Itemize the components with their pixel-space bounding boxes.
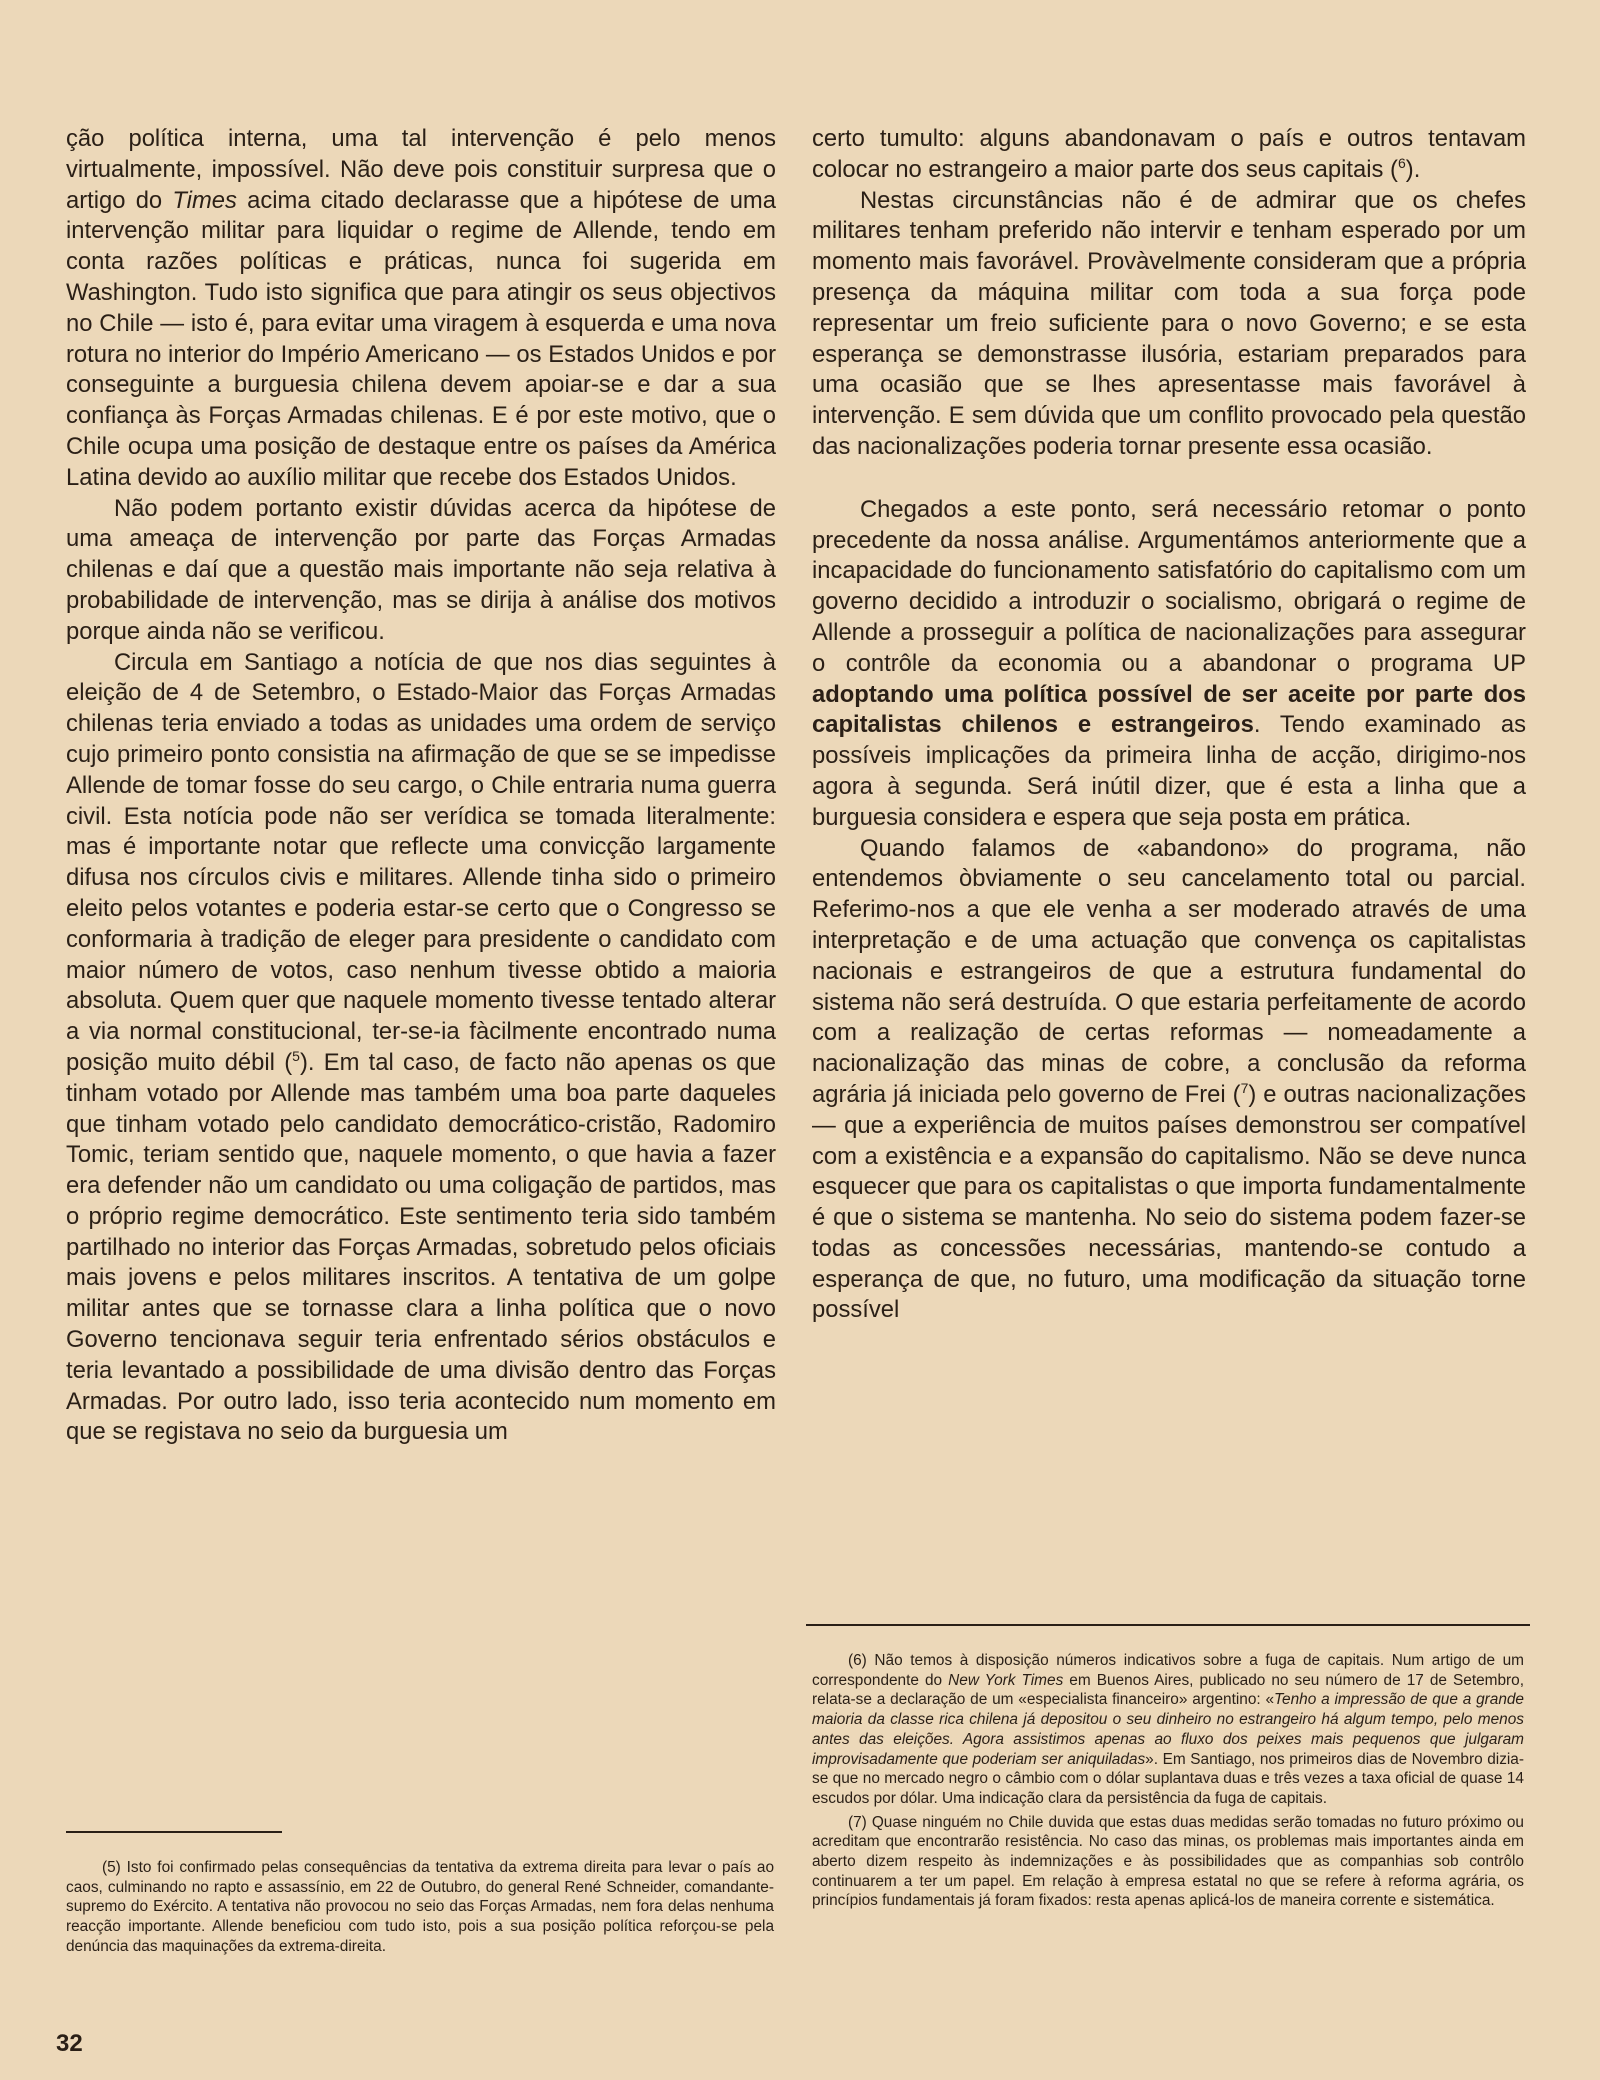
page-number: 32 — [56, 2030, 83, 2057]
italic-title: New York Times — [948, 1671, 1064, 1689]
text-run: . Tendo examinado as possíveis implicações da primeira linha de acção, dirigimo-nos agora à segunda. Será inútil dizer, que é esta a linha que a burguesia considera e espera que seja posta em prática. — [812, 711, 1527, 831]
text-run: ) e outras nacionalizações — que a experiência de muitos países demonstrou ser compatível com a existência e a expansão do capitalismo. Não se deve nunca esquecer que para os capitalistas o que importa fundamentalmente é que o sistema se mantenha. No seio do sistema podem fazer-se todas as concessões necessárias, mantendo-se contudo a esperança de que, no futuro, uma modificação da situação torne possível — [812, 1080, 1526, 1324]
footnote-divider — [806, 1624, 1530, 1626]
italic-title: Times — [172, 186, 237, 214]
paragraph — [812, 495, 1526, 834]
paragraph: Não podem portanto existir dúvidas acerca da hipótese de uma ameaça de intervenção por parte das Forças Armadas chilenas e daí que a questão mais importante não seja relativa à probabilidade de intervenção, mas se dirija à análise dos motivos porque ainda não se verificou. — [66, 494, 776, 645]
footnote-mark: (5) — [102, 1859, 121, 1876]
footnote-text: ». Em Santiago, nos primeiros dias de Novembro dizia-se que no mercado negro o câmbio com o dólar suplantava duas e três vezes a taxa oficial de quase 14 escudos por dólar. Uma indicação clara da persistência da fuga de capitais. — [812, 1750, 1524, 1807]
text-run: Quando falamos de «abandono» do programa, não entendemos òbviamente o seu cancelamento total ou parcial. Referimo-nos a que ele venha a ser moderado através de uma interpretação e de uma actuação que convença os capitalistas nacionais e estrangeiros de que a estrutura fundamental do sistema não será destruída. O que estaria perfeitamente de acordo com a realização de certas reformas — nomeadamente a nacionalização das minas de cobre, a conclusão da reforma agrária já iniciada pelo governo de Frei ( — [812, 834, 1526, 1108]
text-run: ). — [1405, 155, 1421, 183]
footnote-text: Não temos à disposição números indicativos sobre a fuga de capitais. Num artigo de um correspondente do — [812, 1652, 1524, 1689]
text-run: Chegados a este ponto, será necessário retomar o ponto precedente da nossa análise. Argumentámos anteriormente que a incapacidade do funcionamento satisfatório do capitalismo com um governo decidido a introduzir o socialismo, obrigará o regime de Allende a prosseguir a política de nacionalizações para assegurar o contrôle da economia ou a abandonar o programa UP — [812, 495, 1526, 677]
footnotes-right — [812, 1651, 1524, 1915]
footnote-ref[interactable]: 5 — [292, 1047, 300, 1064]
footnote-text: Isto foi confirmado pelas consequências da tentativa da extrema direita para levar o país ao caos, culminando no rapto e assassínio, em 22 de Outubro, do general René Schneider, comandante-supremo do Exército. A tentativa não provocou no seio das Forças Armadas, nem fora delas nenhuma reacção importante. Allende beneficiou com tudo isto, pois a sua posição política reforçou-se pela denúncia das maquinações da extrema-direita. — [66, 1859, 774, 1955]
footnote-text: Quase ninguém no Chile duvida que estas duas medidas serão tomadas no futuro próximo ou acreditam que encontrarão resistência. No caso das minas, os problemas mais importantes ainda em aberto dizem respeito às indemnizações e às possibilidades que as companhias sob contrôlo continuarem a ter um papel. Em relação à empresa estatal no que se refere à reforma agrária, os princípios fundamentais já foram fixados: resta apenas aplicá-los de maneira corrente e sistemática. — [812, 1813, 1524, 1910]
text-run: acima citado declarasse que a hipótese de uma intervenção militar para liquidar o regime de Allende, tendo em conta razões políticas e práticas, nunca foi sugerida em Washington. Tudo isto significa que para atingir os seus objectivos no Chile — isto é, para evitar uma viragem à esquerda e uma nova rotura no interior do Império Americano — os Estados Unidos e por conseguinte a burguesia chilena devem apoiar-se e dar a sua confiança às Forças Armadas chilenas. E é por este motivo, que o Chile ocupa uma posição de destaque entre os países da América Latina devido ao auxílio militar que recebe dos Estados Unidos. — [66, 186, 776, 491]
paragraph — [66, 648, 776, 1449]
footnote-6 — [812, 1651, 1524, 1809]
footnote-mark: (7) — [848, 1813, 867, 1831]
left-column — [66, 124, 776, 1448]
footnote-text: em Buenos Aires, publicado no seu número de 17 de Setembro, relata-se a declaração de um «especialista financeiro» argentino: « — [812, 1671, 1525, 1709]
italic-quote: Tenho a impressão de que a grande maioria da classe rica chilena já depositou o seu dinheiro no estrangeiro há algum tempo, pelo menos antes das eleições. Agora assistimos apenas ao fluxo dos peixes mais pequenos que julgaram improvisadamente que poderiam ser aniquiladas — [812, 1691, 1524, 1768]
footnote-ref[interactable]: 7 — [1240, 1079, 1249, 1096]
footnote-divider — [66, 1831, 282, 1833]
paragraph — [66, 124, 776, 494]
text-run: Circula em Santiago a notícia de que nos dias seguintes à eleição de 4 de Setembro, o Estado-Maior das Forças Armadas chilenas teria enviado a todas as unidades uma ordem de serviço cujo primeiro ponto consistia na afirmação de que se se impedisse Allende de tomar fosse do seu cargo, o Chile entraria numa guerra civil. Esta notícia pode não ser verídica se tomada literalmente: mas é importante notar que reflecte uma convicção largamente difusa nos círculos civis e militares. Allende tinha sido o primeiro eleito pelos votantes e poderia estar-se certo que o Congresso se conformaria à tradição de eleger para presidente o candidato com maior número de votos, caso nenhum tivesse obtido a maioria absoluta. Quem quer que naquele momento tivesse tentado alterar a via normal constitucional, ter-se-ia fàcilmente encontrado numa posição muito débil ( — [66, 648, 776, 1076]
footnote-ref[interactable]: 6 — [1397, 154, 1406, 171]
paragraph: Nestas circunstâncias não é de admirar que os chefes militares tenham preferido não intervir e tenham esperado por um momento mais favorável. Provàvelmente consideram que a própria presença da máquina militar com toda a sua força pode representar um freio suficiente para o novo Governo; e se esta esperança se demonstrasse ilusória, estariam preparados para uma ocasião que se lhes apresentasse mais favorável à intervenção. E sem dúvida que um conflito provocado pela questão das nacionalizações poderia tornar presente essa ocasião. — [812, 186, 1526, 460]
footnote-5 — [66, 1858, 774, 1957]
footnote-mark: (6) — [848, 1652, 867, 1669]
bold-emphasis: adoptando uma política possível de ser aceite por parte dos capitalistas chilenos e estrangeiros — [812, 680, 1526, 739]
text-run: ção política interna, uma tal intervenção é pelo menos virtualmente, impossível. Não deve pois constituir surpresa que o artigo do — [66, 125, 776, 214]
right-column — [812, 124, 1526, 1326]
paragraph — [812, 834, 1526, 1327]
text-run: certo tumulto: alguns abandonavam o país e outros tentavam colocar no estrangeiro a maior parte dos seus capitais ( — [812, 125, 1526, 183]
text-run: ). Em tal caso, de facto não apenas os que tinham votado por Allende mas também uma boa parte daqueles que tinham votado pelo candidato democrático-cristão, Radomiro Tomic, teriam sentido que, naquele momento, o que havia a fazer era defender não um candidato ou uma coligação de partidos, mas o próprio regime democrático. Este sentimento teria sido também partilhado no interior das Forças Armadas, sobretudo pelos oficiais mais jovens e pelos militares inscritos. A tentativa de um golpe militar antes que se tornasse clara a linha política que o novo Governo tencionava seguir teria enfrentado sérios obstáculos e teria levantado a possibilidade de uma divisão dentro das Forças Armadas. Por outro lado, isso teria acontecido num momento em que se registava no seio da burguesia um — [66, 1048, 776, 1446]
footnote-7 — [812, 1813, 1524, 1912]
paragraph — [812, 124, 1526, 186]
footnotes-left — [66, 1858, 774, 1961]
